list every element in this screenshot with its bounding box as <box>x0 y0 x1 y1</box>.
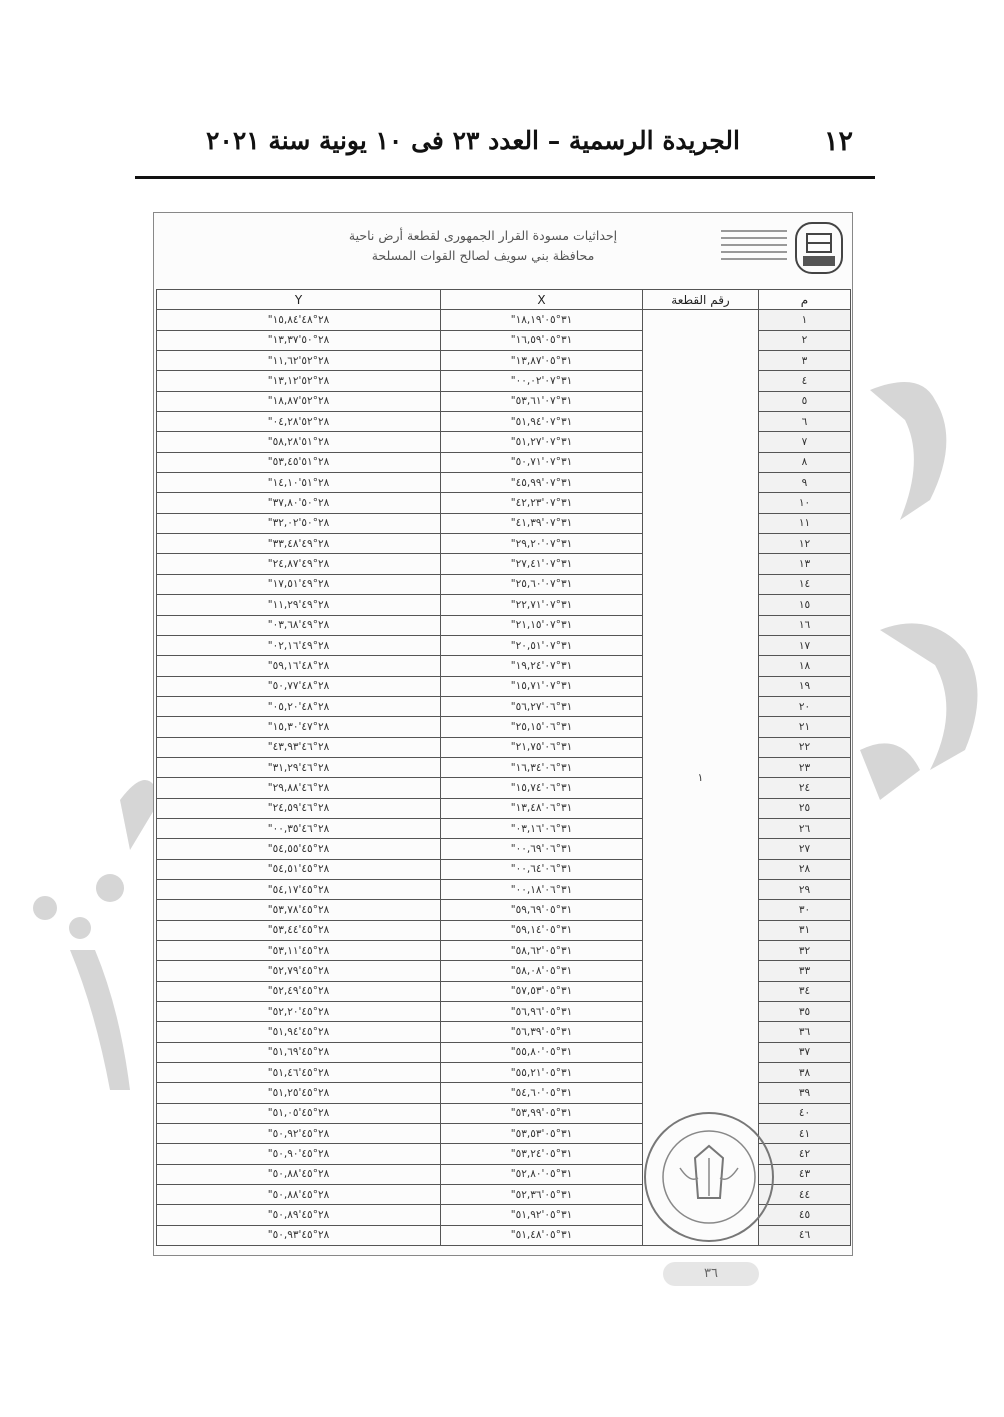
y-coordinate-cell: ٢٨°٥١'١٤,١٠" <box>157 473 441 493</box>
x-coordinate-cell: ٣١°٠٧'٢٠,٥١" <box>441 635 643 655</box>
column-header-plot: رقم القطعة <box>643 290 759 310</box>
x-coordinate-cell: ٣١°٠٦'٠٣,١٦" <box>441 818 643 838</box>
y-coordinate-cell: ٢٨°٥٢'١٨,٨٧" <box>157 391 441 411</box>
y-coordinate-cell: ٢٨°٤٦'٠٠,٣٥" <box>157 818 441 838</box>
row-index-cell: ٢٧ <box>759 839 851 859</box>
x-coordinate-cell: ٣١°٠٧'٢٢,٧١" <box>441 595 643 615</box>
y-coordinate-cell: ٢٨°٤٥'٥١,٦٩" <box>157 1042 441 1062</box>
y-coordinate-cell: ٢٨°٤٩'١١,٢٩" <box>157 595 441 615</box>
row-index-cell: ٤٢ <box>759 1144 851 1164</box>
x-coordinate-cell: ٣١°٠٥'٥٣,٩٩" <box>441 1103 643 1123</box>
x-coordinate-cell: ٣١°٠٧'٢٥,٦٠" <box>441 574 643 594</box>
row-index-cell: ٣٣ <box>759 961 851 981</box>
document-title-line2: محافظة بني سويف لصالح القوات المسلحة <box>371 248 595 263</box>
row-index-cell: ٧ <box>759 432 851 452</box>
y-coordinate-cell: ٢٨°٤٩'١٧,٥١" <box>157 574 441 594</box>
row-index-cell: ١٢ <box>759 534 851 554</box>
x-coordinate-cell: ٣١°٠٥'٥٢,٨٠" <box>441 1164 643 1184</box>
x-coordinate-cell: ٣١°٠٥'٥٥,٨٠" <box>441 1042 643 1062</box>
row-index-cell: ١٠ <box>759 493 851 513</box>
y-coordinate-cell: ٢٨°٤٥'٥٤,١٧" <box>157 879 441 899</box>
x-coordinate-cell: ٣١°٠٥'٥٣,٥٣" <box>441 1124 643 1144</box>
table-body <box>157 310 851 1246</box>
x-coordinate-cell: ٣١°٠٥'٥١,٤٨" <box>441 1225 643 1245</box>
row-index-cell: ٤٠ <box>759 1103 851 1123</box>
x-coordinate-cell: ٣١°٠٦'٠٠,١٨" <box>441 879 643 899</box>
x-coordinate-cell: ٣١°٠٧'٤٥,٩٩" <box>441 473 643 493</box>
row-index-cell: ٢٨ <box>759 859 851 879</box>
row-index-cell: ١٩ <box>759 676 851 696</box>
y-coordinate-cell: ٢٨°٤٨'٠٥,٢٠" <box>157 696 441 716</box>
row-index-cell: ١١ <box>759 513 851 533</box>
y-coordinate-cell: ٢٨°٤٦'٢٤,٥٩" <box>157 798 441 818</box>
row-index-cell: ٦ <box>759 412 851 432</box>
y-coordinate-cell: ٢٨°٤٥'٥٠,٩٣" <box>157 1225 441 1245</box>
y-coordinate-cell: ٢٨°٤٩'٣٣,٤٨" <box>157 534 441 554</box>
y-coordinate-cell: ٢٨°٤٥'٥١,٩٤" <box>157 1022 441 1042</box>
row-index-cell: ١٤ <box>759 574 851 594</box>
row-index-cell: ٣٢ <box>759 941 851 961</box>
y-coordinate-cell: ٢٨°٤٥'٥٤,٥٥" <box>157 839 441 859</box>
x-coordinate-cell: ٣١°٠٥'١٦,٥٩" <box>441 330 643 350</box>
x-coordinate-cell: ٣١°٠٧'٥١,٩٤" <box>441 412 643 432</box>
row-index-cell: ٣٥ <box>759 1002 851 1022</box>
x-coordinate-cell: ٣١°٠٥'٥٩,٦٩" <box>441 900 643 920</box>
y-coordinate-cell: ٢٨°٤٥'٥١,٤٦" <box>157 1063 441 1083</box>
row-index-cell: ٣٤ <box>759 981 851 1001</box>
y-coordinate-cell: ٢٨°٥٢'٠٤,٢٨" <box>157 412 441 432</box>
y-coordinate-cell: ٢٨°٤٥'٥٠,٨٩" <box>157 1205 441 1225</box>
y-coordinate-cell: ٢٨°٥٠'١٣,٣٧" <box>157 330 441 350</box>
y-coordinate-cell: ٢٨°٤٨'٥٩,١٦" <box>157 656 441 676</box>
y-coordinate-cell: ٢٨°٥٠'٣٧,٨٠" <box>157 493 441 513</box>
x-coordinate-cell: ٣١°٠٥'٥٥,٢١" <box>441 1063 643 1083</box>
y-coordinate-cell: ٢٨°٥٢'١٣,١٢" <box>157 371 441 391</box>
row-index-cell: ٢٦ <box>759 818 851 838</box>
y-coordinate-cell: ٢٨°٤٦'٤٣,٩٣" <box>157 737 441 757</box>
row-index-cell: ٤٦ <box>759 1225 851 1245</box>
organization-lines <box>721 230 787 265</box>
row-index-cell: ٣٨ <box>759 1063 851 1083</box>
y-coordinate-cell: ٢٨°٤٥'٥٣,١١" <box>157 941 441 961</box>
row-index-cell: ٤١ <box>759 1124 851 1144</box>
row-index-cell: ٩ <box>759 473 851 493</box>
coordinates-table <box>156 289 851 1246</box>
row-index-cell: ٣٠ <box>759 900 851 920</box>
row-index-cell: ٤ <box>759 371 851 391</box>
x-coordinate-cell: ٣١°٠٥'١٣,٨٧" <box>441 351 643 371</box>
row-index-cell: ٢١ <box>759 717 851 737</box>
row-index-cell: ٢٤ <box>759 778 851 798</box>
y-coordinate-cell: ٢٨°٤٥'٥٢,٢٠" <box>157 1002 441 1022</box>
ministry-logo-icon <box>795 222 843 274</box>
x-coordinate-cell: ٣١°٠٧'٠٠,٠٢" <box>441 371 643 391</box>
y-coordinate-cell: ٢٨°٤٥'٥٠,٨٨" <box>157 1185 441 1205</box>
x-coordinate-cell: ٣١°٠٦'١٣,٤٨" <box>441 798 643 818</box>
row-index-cell: ٣ <box>759 351 851 371</box>
y-coordinate-cell: ٢٨°٥١'٥٨,٢٨" <box>157 432 441 452</box>
x-coordinate-cell: ٣١°٠٦'٥٦,٢٧" <box>441 696 643 716</box>
table-header-row <box>157 290 851 310</box>
y-coordinate-cell: ٢٨°٤٥'٥٠,٩٠" <box>157 1144 441 1164</box>
row-index-cell: ١٦ <box>759 615 851 635</box>
x-coordinate-cell: ٣١°٠٥'٥٦,٣٩" <box>441 1022 643 1042</box>
y-coordinate-cell: ٢٨°٤٥'٥٣,٤٤" <box>157 920 441 940</box>
row-index-cell: ٣١ <box>759 920 851 940</box>
y-coordinate-cell: ٢٨°٤٥'٥١,٠٥" <box>157 1103 441 1123</box>
x-coordinate-cell: ٣١°٠٥'٥٨,٠٨" <box>441 961 643 981</box>
row-index-cell: ٢٥ <box>759 798 851 818</box>
x-coordinate-cell: ٣١°٠٥'٥١,٩٢" <box>441 1205 643 1225</box>
y-coordinate-cell: ٢٨°٤٥'٥٢,٧٩" <box>157 961 441 981</box>
x-coordinate-cell: ٣١°٠٧'٤٢,٢٣" <box>441 493 643 513</box>
y-coordinate-cell: ٢٨°٤٧'١٥,٣٠" <box>157 717 441 737</box>
x-coordinate-cell: ٣١°٠٦'٢٥,١٥" <box>441 717 643 737</box>
y-coordinate-cell: ٢٨°٤٥'٥٢,٤٩" <box>157 981 441 1001</box>
row-index-cell: ٣٦ <box>759 1022 851 1042</box>
y-coordinate-cell: ٢٨°٤٥'٥٤,٥١" <box>157 859 441 879</box>
row-index-cell: ٢ <box>759 330 851 350</box>
official-seal-stamp <box>640 1108 778 1246</box>
x-coordinate-cell: ٣١°٠٧'٥٣,٦١" <box>441 391 643 411</box>
y-coordinate-cell: ٢٨°٤٩'٢٤,٨٧" <box>157 554 441 574</box>
row-index-cell: ١٣ <box>759 554 851 574</box>
row-index-cell: ٢٩ <box>759 879 851 899</box>
y-coordinate-cell: ٢٨°٤٦'٣١,٢٩" <box>157 757 441 777</box>
y-coordinate-cell: ٢٨°٤٨'٥٠,٧٧" <box>157 676 441 696</box>
row-index-cell: ٢٢ <box>759 737 851 757</box>
row-index-cell: ١٨ <box>759 656 851 676</box>
column-header-x: X <box>441 290 643 310</box>
y-coordinate-cell: ٢٨°٤٩'٠٢,١٦" <box>157 635 441 655</box>
x-coordinate-cell: ٣١°٠٦'٠٠,٦٤" <box>441 859 643 879</box>
column-header-y: Y <box>157 290 441 310</box>
x-coordinate-cell: ٣١°٠٧'٥١,٢٧" <box>441 432 643 452</box>
x-coordinate-cell: ٣١°٠٦'٠٠,٦٩" <box>441 839 643 859</box>
x-coordinate-cell: ٣١°٠٧'٢٧,٤١" <box>441 554 643 574</box>
x-coordinate-cell: ٣١°٠٥'٥٢,٣٦" <box>441 1185 643 1205</box>
y-coordinate-cell: ٢٨°٤٥'٥١,٢٥" <box>157 1083 441 1103</box>
x-coordinate-cell: ٣١°٠٦'٢١,٧٥" <box>441 737 643 757</box>
row-index-cell: ١٥ <box>759 595 851 615</box>
row-index-cell: ٤٣ <box>759 1164 851 1184</box>
y-coordinate-cell: ٢٨°٤٥'٥٠,٨٨" <box>157 1164 441 1184</box>
x-coordinate-cell: ٣١°٠٧'٥٠,٧١" <box>441 452 643 472</box>
y-coordinate-cell: ٢٨°٤٩'٠٣,٦٨" <box>157 615 441 635</box>
row-index-cell: ١٧ <box>759 635 851 655</box>
x-coordinate-cell: ٣١°٠٧'٢٩,٢٠" <box>441 534 643 554</box>
row-index-cell: ٣٩ <box>759 1083 851 1103</box>
x-coordinate-cell: ٣١°٠٥'٥٣,٢٤" <box>441 1144 643 1164</box>
y-coordinate-cell: ٢٨°٤٨'١٥,٨٤" <box>157 310 441 330</box>
y-coordinate-cell: ٢٨°٥٠'٣٢,٠٢" <box>157 513 441 533</box>
row-index-cell: ٥ <box>759 391 851 411</box>
x-coordinate-cell: ٣١°٠٧'١٩,٢٤" <box>441 656 643 676</box>
x-coordinate-cell: ٣١°٠٧'٤١,٣٩" <box>441 513 643 533</box>
document-title <box>265 226 701 266</box>
x-coordinate-cell: ٣١°٠٥'٥٩,١٤" <box>441 920 643 940</box>
gazette-header <box>135 118 875 179</box>
column-header-index: م <box>759 290 851 310</box>
coordinates-document <box>153 212 853 1256</box>
table-row <box>157 310 851 330</box>
row-index-cell: ١ <box>759 310 851 330</box>
row-index-cell: ٢٠ <box>759 696 851 716</box>
page-stamp: ٣٦ <box>663 1262 759 1286</box>
y-coordinate-cell: ٢٨°٤٦'٢٩,٨٨" <box>157 778 441 798</box>
x-coordinate-cell: ٣١°٠٧'٢١,١٥" <box>441 615 643 635</box>
row-index-cell: ٣٧ <box>759 1042 851 1062</box>
row-index-cell: ٤٥ <box>759 1205 851 1225</box>
x-coordinate-cell: ٣١°٠٥'٥٨,٦٢" <box>441 941 643 961</box>
y-coordinate-cell: ٢٨°٥١'٥٣,٤٥" <box>157 452 441 472</box>
x-coordinate-cell: ٣١°٠٦'١٦,٣٤" <box>441 757 643 777</box>
y-coordinate-cell: ٢٨°٤٥'٥٣,٧٨" <box>157 900 441 920</box>
plot-number-cell: ١ <box>643 310 759 1246</box>
row-index-cell: ٤٤ <box>759 1185 851 1205</box>
gazette-title: الجريدة الرسمية – العدد ٢٣ فى ١٠ يونية سنة ٢٠٢١ <box>205 126 740 155</box>
row-index-cell: ٨ <box>759 452 851 472</box>
document-title-line1: إحداثيات مسودة القرار الجمهورى لقطعة أرض ناحية <box>348 228 618 243</box>
document-header <box>155 214 851 287</box>
x-coordinate-cell: ٣١°٠٥'٥٧,٥٣" <box>441 981 643 1001</box>
y-coordinate-cell: ٢٨°٤٥'٥٠,٩٢" <box>157 1124 441 1144</box>
x-coordinate-cell: ٣١°٠٥'٥٤,٦٠" <box>441 1083 643 1103</box>
page-number: ١٢ <box>823 126 853 157</box>
x-coordinate-cell: ٣١°٠٥'٥٦,٩٦" <box>441 1002 643 1022</box>
x-coordinate-cell: ٣١°٠٧'١٥,٧١" <box>441 676 643 696</box>
x-coordinate-cell: ٣١°٠٥'١٨,١٩" <box>441 310 643 330</box>
y-coordinate-cell: ٢٨°٥٢'١١,٦٢" <box>157 351 441 371</box>
row-index-cell: ٢٣ <box>759 757 851 777</box>
x-coordinate-cell: ٣١°٠٦'١٥,٧٤" <box>441 778 643 798</box>
